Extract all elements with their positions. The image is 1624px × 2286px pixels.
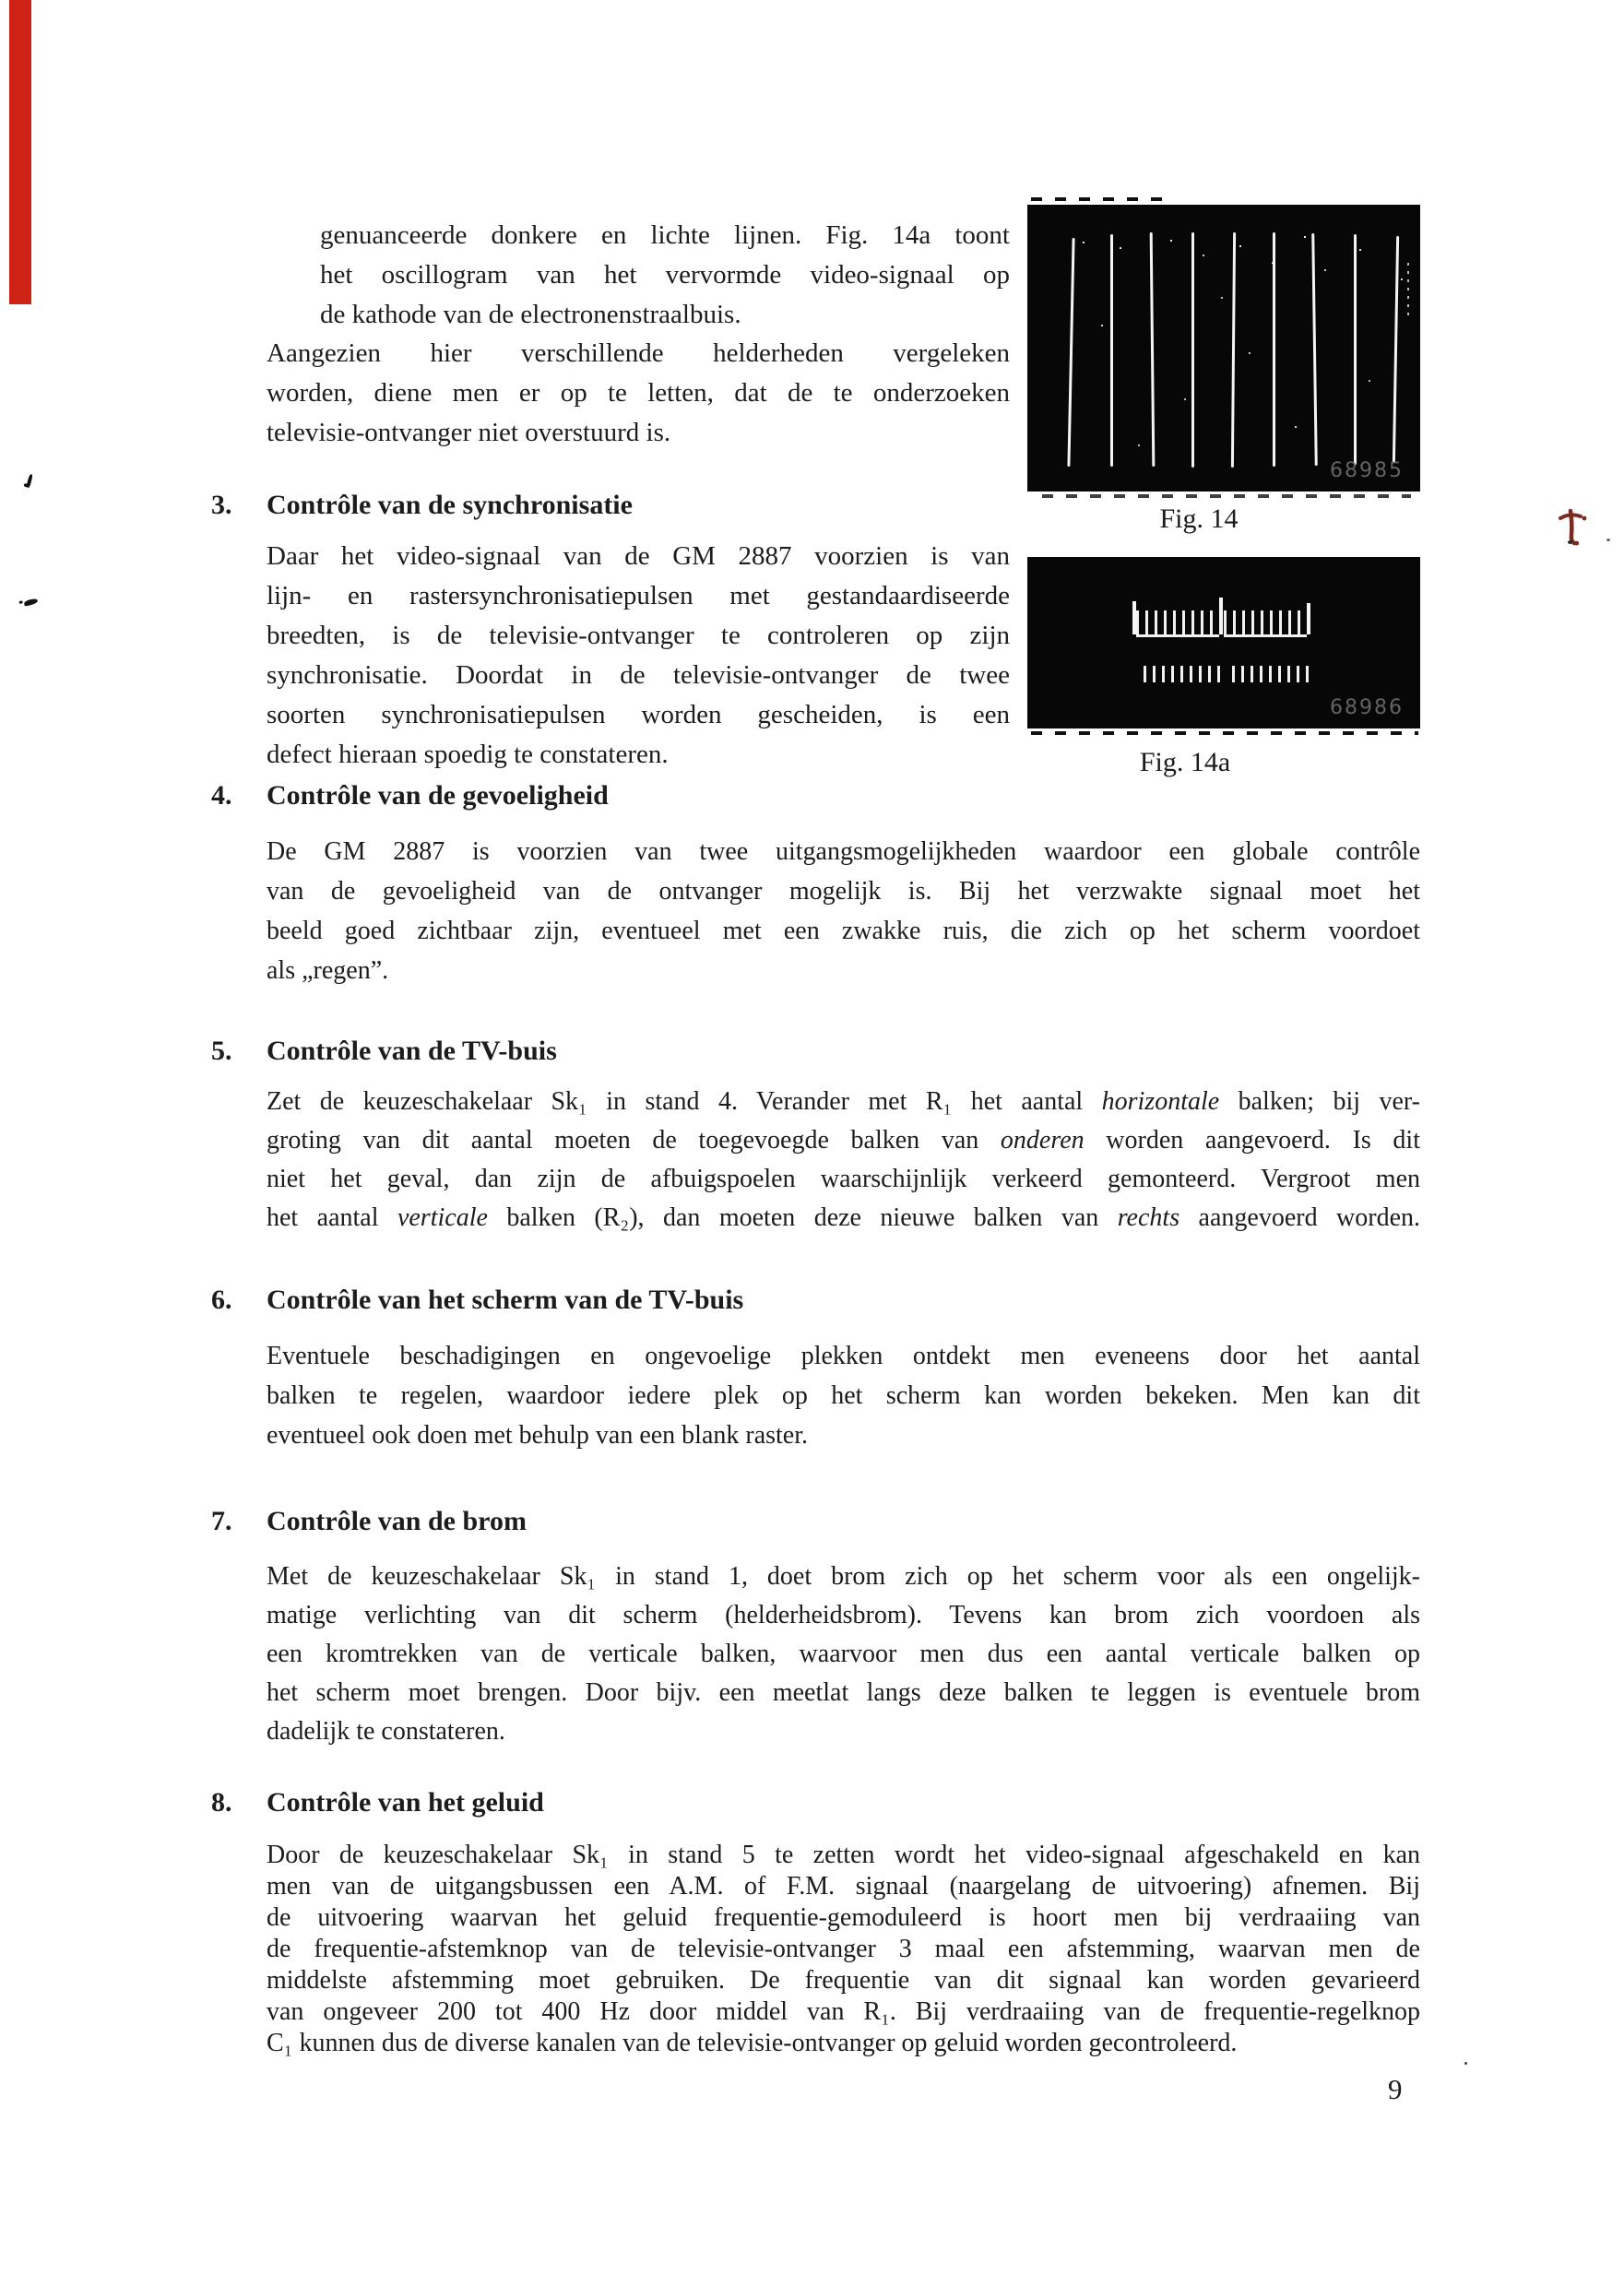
text-line: van de gevoeligheid van de ontvanger mogelijk is. Bij het verzwakte signaal moet het	[267, 877, 1420, 906]
text-line: lijn- en rastersynchronisatiepulsen met gestandaardiseerde	[267, 581, 1010, 610]
photo-noise	[1083, 242, 1085, 243]
text-segment: worden aangevoerd. Is dit	[1084, 1126, 1420, 1155]
text-line: televisie-ontvanger niet overstuurd is.	[267, 418, 671, 447]
section-title: Contrôle van de synchronisatie	[267, 490, 633, 520]
section-8-heading	[211, 1786, 544, 1819]
text-line: defect hieraan spoedig te constateren.	[267, 740, 669, 769]
oscillogram-trace	[1273, 232, 1275, 467]
red-binding-bar	[9, 0, 31, 304]
section-title: Contrôle van de gevoeligheid	[267, 780, 609, 811]
handwritten-red-mark	[1555, 505, 1610, 553]
text-segment: het aantal	[267, 1203, 397, 1232]
sync-pulse-train	[1136, 610, 1219, 637]
text-line: Daar het video-signaal van de GM 2887 voorzien is van	[267, 541, 1010, 571]
section-7-heading	[211, 1505, 527, 1538]
section-number: 6.	[211, 1285, 232, 1315]
fig-14-caption: Fig. 14	[1159, 503, 1239, 534]
oscillogram-trace	[1354, 234, 1357, 465]
text-segment: aangevoerd worden.	[1179, 1203, 1420, 1232]
section-number: 3.	[211, 490, 232, 520]
sync-pulse-train	[1224, 610, 1307, 637]
section-3-body	[267, 537, 1010, 775]
text-line: dadelijk te constateren.	[267, 1717, 505, 1746]
text-line: eventueel ook doen met behulp van een blank raster.	[267, 1421, 809, 1450]
oscillogram-trace	[1311, 233, 1318, 466]
oscillogram-trace	[1150, 232, 1156, 467]
section-8-body	[267, 1840, 1420, 2059]
italic-text: onderen	[1000, 1126, 1085, 1155]
oscillogram-trace	[1231, 232, 1236, 468]
text-line: soorten synchronisatiepulsen worden gescheiden, is een	[267, 700, 1010, 729]
text-segment: balken; bij ver-	[1219, 1087, 1420, 1116]
text-line: de kathode van de electronenstraalbuis.	[320, 300, 741, 329]
ink-dot	[1568, 540, 1572, 544]
fig-14a-caption: Fig. 14a	[1139, 747, 1231, 777]
text-line: de uitvoering waarvan het geluid frequentie-gemoduleerd is hoort men bij verdraaiing van	[267, 1903, 1420, 1932]
section-5-heading	[211, 1035, 557, 1068]
text-line: Door de keuzeschakelaar Sk₁ in stand 5 te zetten wordt het video-signaal afgeschakeld en kan	[267, 1841, 1420, 1869]
oscillogram-trace	[1191, 232, 1194, 468]
photo-serial-number: 68986	[1330, 696, 1404, 719]
text-line: een kromtrekken van de verticale balken, waarvoor men dus een aantal verticale balken op	[267, 1640, 1420, 1668]
text-line: men van de uitgangsbussen een A.M. of F.M. signaal (naargelang de uitvoering) afnemen. Bij	[267, 1872, 1420, 1901]
text-line	[267, 1121, 1420, 1160]
section-5-body	[267, 1083, 1420, 1238]
text-line: balken te regelen, waardoor iedere plek op het scherm kan worden bekeken. Men kan dit	[267, 1381, 1420, 1410]
text-line: middelste afstemming moet gebruiken. De frequentie van dit signaal kan worden gevarieerd	[267, 1966, 1420, 1995]
text-segment: balken (R₂), dan moeten deze nieuwe balken van	[487, 1203, 1118, 1232]
page-number: 9	[1388, 2073, 1403, 2105]
italic-text: rechts	[1117, 1203, 1180, 1232]
text-line: worden, diene men er op te letten, dat de te onderzoeken	[267, 378, 1010, 408]
section-number: 4.	[211, 780, 232, 811]
faint-dotted-trace	[1407, 260, 1409, 315]
scan-artifact-dashes	[1042, 494, 1411, 498]
margin-ink-mark	[23, 598, 38, 606]
text-line: genuanceerde donkere en lichte lijnen. Fig. 14a toont	[320, 220, 1010, 250]
text-line: C₁ kunnen dus de diverse kanalen van de televisie-ontvanger op geluid worden gecontroleerd.	[267, 2029, 1238, 2057]
text-line	[267, 1199, 1420, 1238]
margin-ink-mark	[26, 474, 33, 489]
section-6-heading	[211, 1284, 743, 1317]
text-line: de frequentie-afstemknop van de televisie-ontvanger 3 maal een afstemming, waarvan men de	[267, 1935, 1420, 1963]
text-segment: Zet de keuzeschakelaar Sk₁ in stand 4. Verander met R₁ het aantal	[267, 1087, 1102, 1116]
scan-artifact-dashes	[1031, 731, 1418, 735]
sync-spike	[1307, 603, 1310, 634]
section-number: 7.	[211, 1506, 232, 1536]
fig-14-oscillogram-photo	[1027, 205, 1420, 492]
text-line: Aangezien hier verschillende helderheden vergeleken	[267, 338, 1010, 368]
section-title: Contrôle van de TV-buis	[267, 1036, 557, 1066]
section-title: Contrôle van het geluid	[267, 1787, 544, 1818]
section-3-heading	[211, 489, 633, 522]
italic-text: verticale	[397, 1203, 488, 1232]
fig-14a-oscillogram-photo	[1027, 557, 1420, 728]
text-line: Eventuele beschadigingen en ongevoelige plekken ontdekt men eveneens door het aantal	[267, 1342, 1420, 1370]
sync-spike	[1219, 598, 1223, 634]
section-number: 5.	[211, 1036, 232, 1066]
intro-paragraph-2	[267, 334, 1010, 453]
text-segment: groting van dit aantal moeten de toegevoegde balken van	[267, 1126, 1001, 1155]
section-number: 8.	[211, 1787, 232, 1818]
text-line: De GM 2887 is voorzien van twee uitgangsmogelijkheden waardoor een globale contrôle	[267, 837, 1420, 866]
text-line: matige verlichting van dit scherm (helderheidsbrom). Tevens kan brom zich voordoen als	[267, 1601, 1420, 1629]
paper-speck	[1464, 2062, 1467, 2065]
ink-dot	[1606, 539, 1610, 541]
sync-pulse-train	[1144, 666, 1221, 682]
section-title: Contrôle van de brom	[267, 1506, 527, 1536]
text-line: niet het geval, dan zijn de afbuigspoelen waarschijnlijk verkeerd gemonteerd. Vergroot men	[267, 1165, 1420, 1193]
section-6-body	[267, 1336, 1420, 1455]
scan-artifact-dashes	[1031, 197, 1169, 201]
section-title: Contrôle van het scherm van de TV-buis	[267, 1285, 744, 1315]
italic-text: horizontale	[1101, 1087, 1220, 1116]
section-4-heading	[211, 779, 609, 812]
section-7-body	[267, 1558, 1420, 1751]
text-line	[267, 1083, 1420, 1121]
photo-serial-number: 68985	[1330, 459, 1404, 482]
text-line: het oscillogram van het vervormde video-signaal op	[320, 260, 1010, 290]
sync-spike	[1132, 601, 1136, 634]
text-line: Met de keuzeschakelaar Sk₁ in stand 1, doet brom zich op het scherm voor als een ongelijk-	[267, 1562, 1420, 1591]
text-line: het scherm moet brengen. Door bijv. een meetlat langs deze balken te leggen is eventuele brom	[267, 1678, 1420, 1707]
text-line: synchronisatie. Doordat in de televisie-ontvanger de twee	[267, 660, 1010, 690]
oscillogram-trace	[1067, 238, 1074, 467]
text-line: beeld goed zichtbaar zijn, eventueel met een zwakke ruis, die zich op het scherm voordoet	[267, 917, 1420, 945]
sync-pulse-train	[1232, 666, 1310, 682]
oscillogram-trace	[1393, 236, 1399, 463]
text-line: van ongeveer 200 tot 400 Hz door middel van R₁. Bij verdraaiing van de frequentie-regelknop	[267, 1997, 1420, 2026]
section-4-body	[267, 832, 1420, 990]
intro-paragraph-1	[320, 216, 1010, 335]
text-line: als „regen”.	[267, 956, 389, 985]
text-line: breedten, is de televisie-ontvanger te controleren op zijn	[267, 621, 1010, 650]
oscillogram-trace	[1110, 234, 1113, 467]
